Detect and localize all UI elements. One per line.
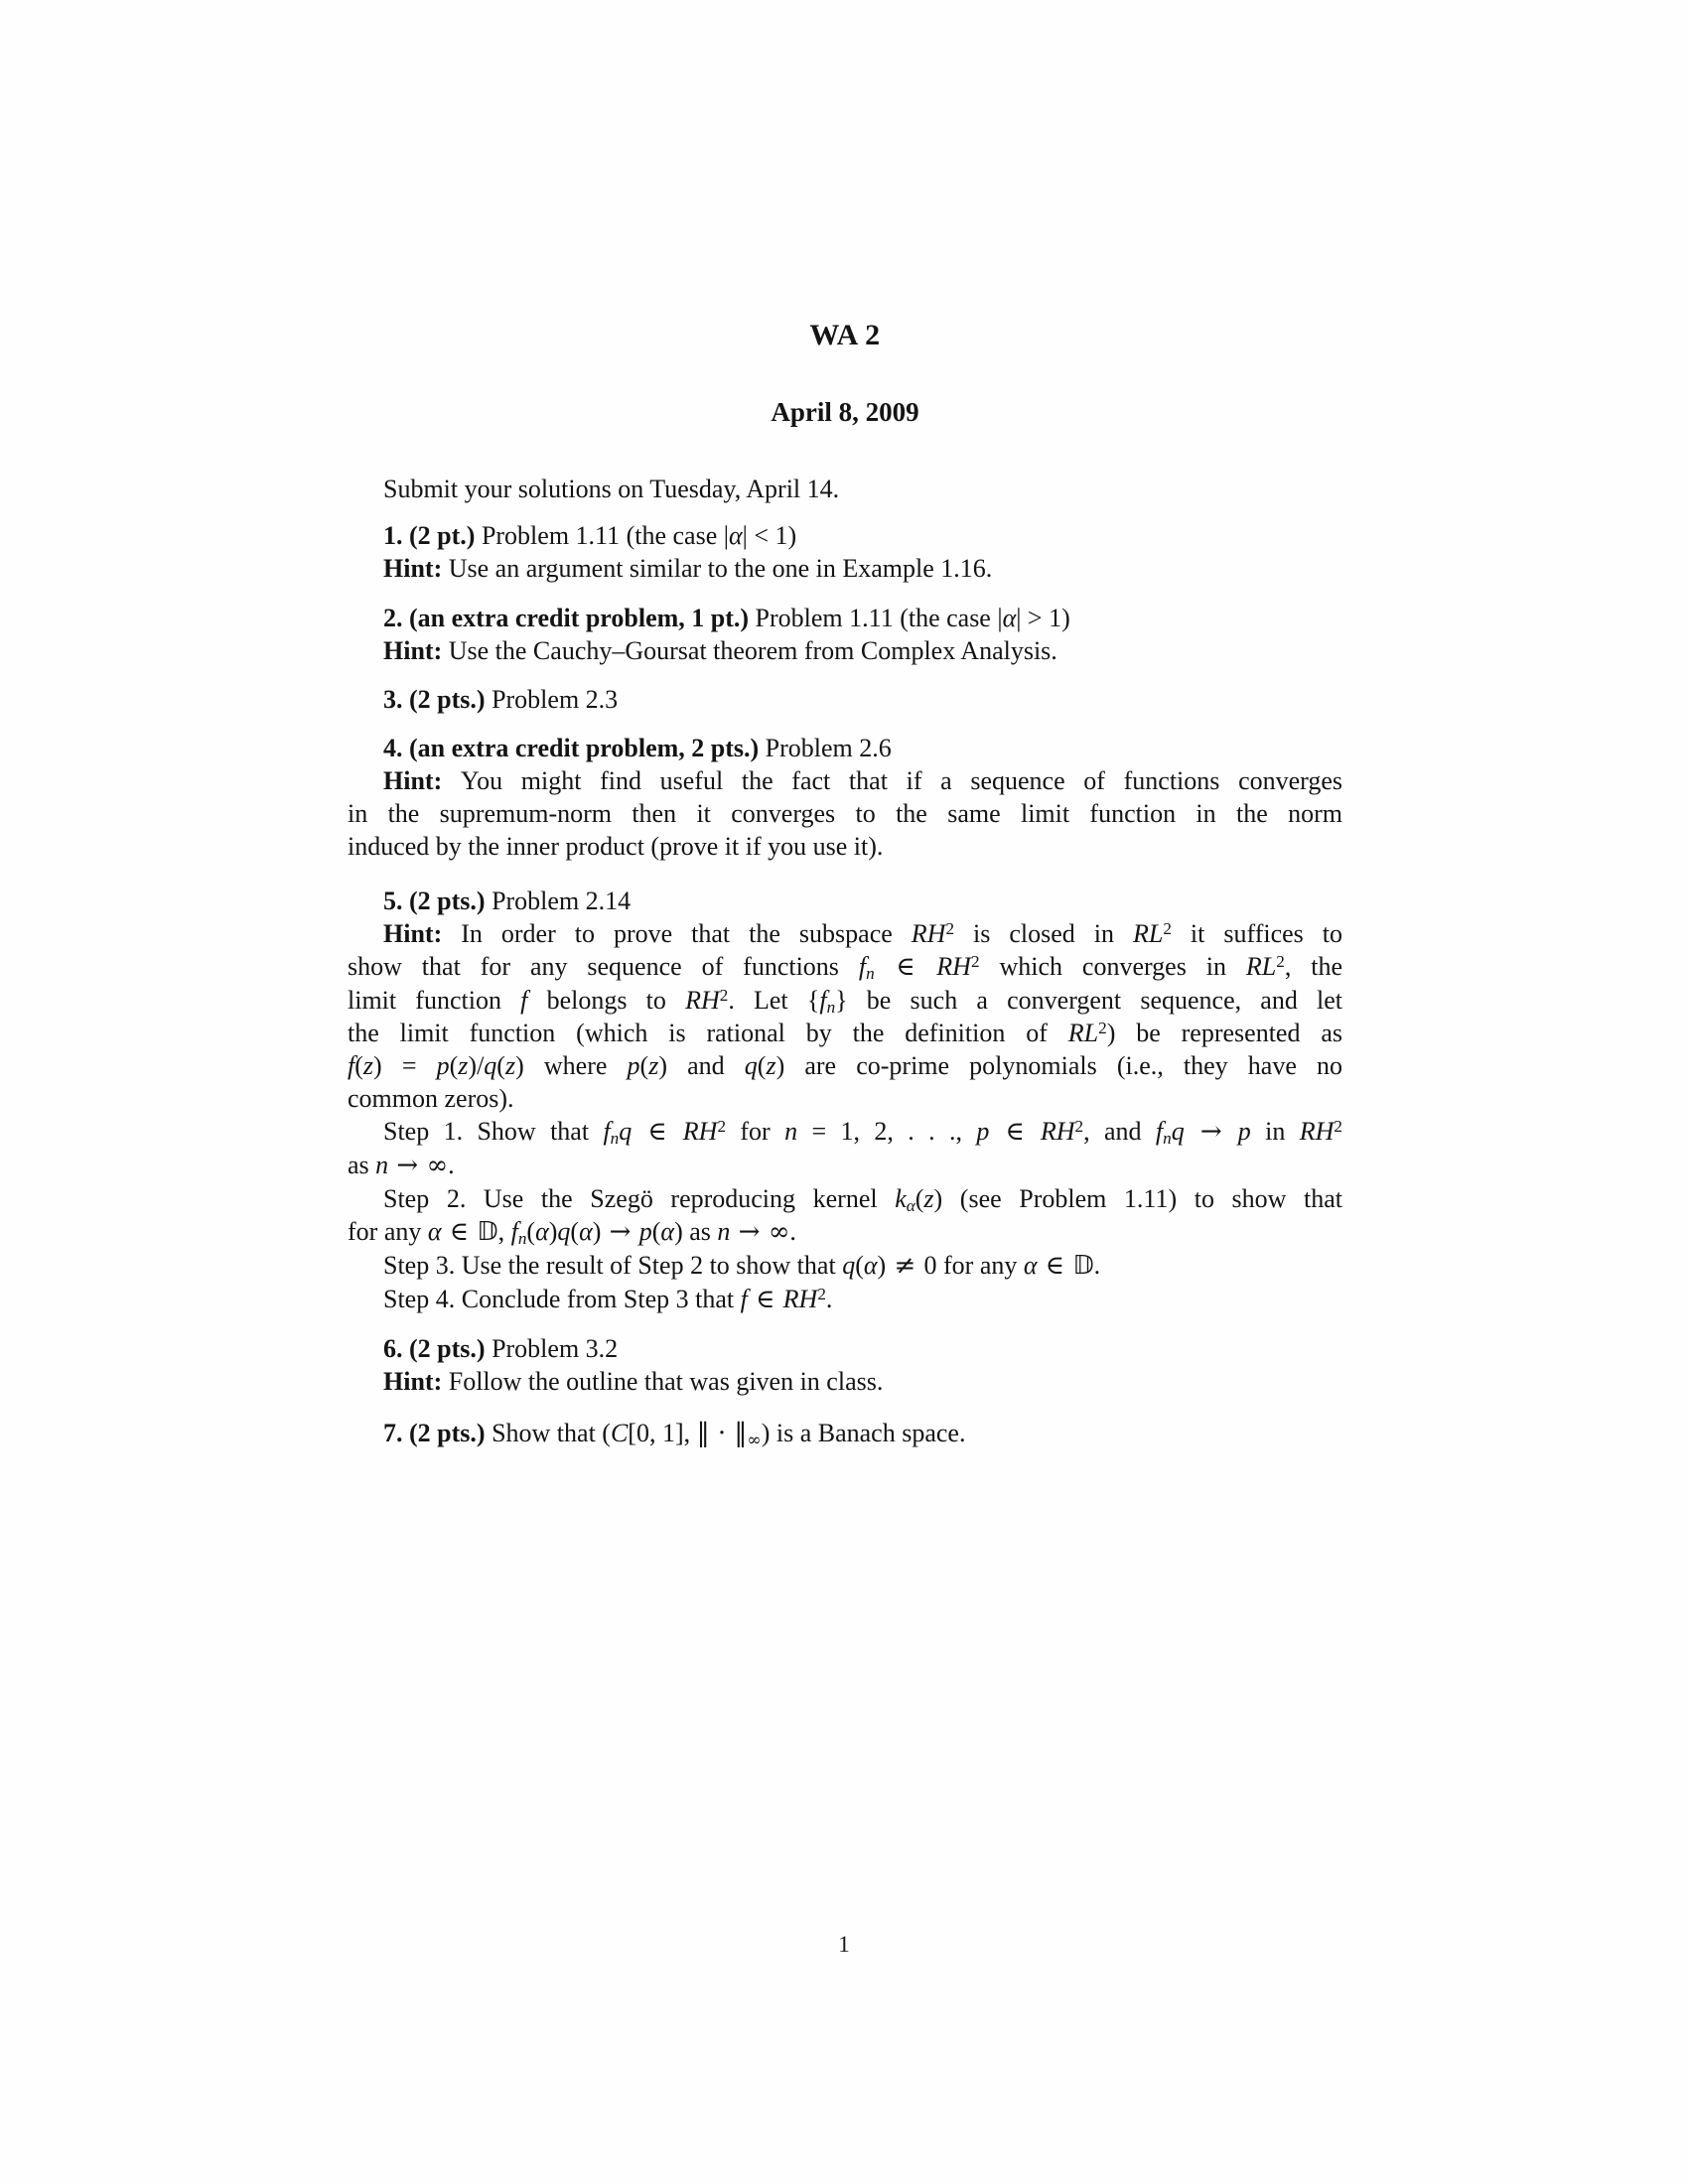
text-segment: ) as (674, 1217, 718, 1246)
text-segment: . (789, 1217, 796, 1246)
text-segment: α (535, 1217, 549, 1246)
text-segment: . Let { (728, 986, 820, 1015)
text-segment: 2 (1163, 919, 1172, 939)
text-segment: ) (877, 1251, 887, 1280)
text-segment: RL (1133, 919, 1164, 948)
text-segment: 2 (1334, 1117, 1342, 1137)
text-segment: for any (348, 1217, 428, 1246)
text-segment: p (638, 1217, 652, 1246)
text-segment: )/ (468, 1051, 485, 1080)
text-segment: ) are co-prime polynomials (i.e., they have no (775, 1051, 1342, 1080)
text-line (348, 1049, 1342, 1082)
problem-1 (348, 519, 1342, 585)
text-segment: ) be represented as (1106, 1019, 1342, 1047)
text-segment: z (766, 1051, 776, 1080)
text-segment: p (627, 1051, 640, 1080)
text-segment: RH (1040, 1117, 1075, 1146)
text-segment: [0, 1], (628, 1419, 697, 1447)
text-segment: Hint: (383, 766, 461, 795)
text-line (348, 764, 1342, 797)
text-segment: common zeros). (348, 1084, 514, 1113)
text-segment: 2 (1074, 1117, 1084, 1137)
text-line (348, 1365, 1342, 1398)
text-segment: ) (592, 1217, 602, 1246)
text-segment: 4. (an extra credit problem, 2 pts.) (383, 734, 766, 762)
text-segment: f (740, 1285, 748, 1313)
text-segment: 2 (719, 986, 729, 1006)
text-segment: 6. (2 pts.) (383, 1334, 492, 1363)
text-segment: Step 3. Use the result of Step 2 to show that (383, 1251, 843, 1280)
text-segment: ( (639, 1051, 649, 1080)
text-segment: , (497, 1217, 511, 1246)
text-segment: 2 (1098, 1019, 1107, 1038)
text-segment: . (448, 1151, 455, 1179)
text-segment: ) (548, 1217, 558, 1246)
text-segment: ∈ (874, 952, 937, 982)
text-segment: 7. (2 pts.) (383, 1419, 492, 1447)
text-segment: → ∞ (388, 1151, 449, 1180)
text-segment: 5. (2 pts.) (383, 887, 492, 915)
text-segment: n (517, 1228, 527, 1248)
text-segment: n (375, 1151, 389, 1179)
text-line (348, 797, 1342, 830)
text-segment: f (510, 1217, 518, 1246)
text-segment: Step 2. Use the Szegö reproducing kernel (383, 1184, 896, 1213)
text-line (348, 683, 1342, 716)
text-line (348, 1283, 1342, 1316)
text-line (348, 1182, 1342, 1215)
text-segment: the limit function (which is rational by the definition of (348, 1019, 1068, 1047)
text-segment: Step 4. Conclude from Step 3 that (383, 1285, 741, 1313)
text-segment: f (1155, 1117, 1164, 1146)
text-segment: Submit your solutions on Tuesday, April 14. (383, 475, 840, 503)
text-line (348, 1082, 1342, 1115)
text-segment: which converges in (979, 952, 1246, 981)
text-segment: ∈ (747, 1285, 783, 1314)
text-segment: ( (449, 1051, 459, 1080)
text-segment: ∈ (441, 1217, 478, 1247)
text-line (348, 885, 1342, 917)
text-segment: → (601, 1217, 639, 1247)
text-segment: | > 1) (1016, 604, 1070, 632)
text-segment: it suffices to (1171, 919, 1342, 948)
text-line (348, 732, 1342, 764)
text-segment: induced by the inner product (prove it if you use it). (348, 832, 884, 861)
text-segment: → (1184, 1117, 1238, 1147)
text-segment: f (348, 1051, 355, 1080)
text-segment: Use an argument similar to the one in Example 1.16. (448, 554, 993, 583)
text-segment: z (504, 1051, 516, 1080)
text-segment: | < 1) (742, 521, 797, 550)
problem-6 (348, 1332, 1342, 1398)
text-segment: ( (570, 1217, 580, 1246)
text-segment: . (1093, 1251, 1101, 1280)
text-segment: n (866, 963, 875, 983)
text-segment: ) and (658, 1051, 745, 1080)
text-segment: α (863, 1251, 878, 1280)
text-segment: Hint: (383, 554, 449, 583)
text-segment: 2 (945, 919, 955, 939)
text-segment: 2 (717, 1117, 727, 1137)
text-segment: n (1163, 1128, 1172, 1148)
text-segment: Problem 2.3 (492, 685, 619, 714)
text-segment: as (348, 1151, 376, 1179)
text-segment: for (726, 1117, 785, 1146)
text-segment: 𝔻 (477, 1217, 498, 1247)
text-segment: RH (1299, 1117, 1335, 1146)
text-segment: RH (911, 919, 946, 948)
text-segment: , and (1083, 1117, 1156, 1146)
text-segment: ( (526, 1217, 536, 1246)
text-segment: 2 (1276, 952, 1285, 972)
page-number: 1 (838, 1932, 850, 1957)
text-segment: ‖ · ‖ (696, 1419, 748, 1448)
text-segment: Problem 2.6 (765, 734, 892, 762)
text-line (348, 1332, 1342, 1365)
text-segment: ( (757, 1051, 767, 1080)
text-segment: ≠ (886, 1251, 924, 1281)
text-segment: α (1023, 1251, 1038, 1280)
text-segment: ( (354, 1051, 363, 1080)
text-segment: α (728, 521, 743, 550)
problem-3 (348, 683, 1342, 716)
text-segment: f (858, 952, 867, 981)
text-segment: ( (496, 1051, 505, 1080)
text-segment: q (1171, 1117, 1185, 1146)
text-line (348, 519, 1342, 552)
text-segment: ( (914, 1184, 924, 1213)
text-segment: RH (782, 1285, 818, 1313)
text-segment: α (1002, 604, 1017, 632)
text-line (348, 1149, 1342, 1182)
problem-4 (348, 732, 1342, 863)
text-segment: 2 (817, 1285, 826, 1304)
text-segment: z (923, 1184, 934, 1213)
text-segment: = 1, 2, . . ., (797, 1117, 977, 1146)
text-segment: belongs to (527, 986, 686, 1015)
text-segment: RH (936, 952, 971, 981)
text-segment: ) (see Problem 1.11) to show that (933, 1184, 1343, 1213)
text-segment: ∈ (1037, 1251, 1073, 1281)
text-segment: α (906, 1195, 915, 1215)
document-title: WA 2 (809, 319, 881, 351)
text-line (348, 552, 1342, 585)
text-segment: n (717, 1217, 731, 1246)
text-segment: is closed in (954, 919, 1134, 948)
text-segment: z (458, 1051, 469, 1080)
text-segment: Problem 1.11 (the case | (481, 521, 729, 550)
text-segment: q (484, 1051, 497, 1080)
text-segment: k (895, 1184, 907, 1213)
text-segment: 1. (2 pt.) (383, 521, 482, 550)
text-segment: Use the Cauchy–Goursat theorem from Complex Analysis. (448, 636, 1057, 665)
text-segment: 0 for any (923, 1251, 1024, 1280)
text-segment: α (660, 1217, 675, 1246)
problem-2 (348, 602, 1342, 667)
text-line (348, 1017, 1342, 1049)
text-segment: 3. (2 pts.) (383, 685, 492, 714)
text-segment: RH (685, 986, 720, 1015)
text-segment: Problem 2.14 (492, 887, 632, 915)
intro-paragraph (348, 473, 1342, 505)
text-segment: show that for any sequence of functions (348, 952, 859, 981)
text-segment: In order to prove that the subspace (461, 919, 912, 948)
text-line (348, 1215, 1342, 1249)
text-segment: q (619, 1117, 633, 1146)
text-line (348, 1417, 1342, 1450)
text-segment: 2 (970, 952, 980, 972)
document-body (348, 473, 1342, 1450)
text-segment: limit function (348, 986, 521, 1015)
text-segment: q (744, 1051, 758, 1080)
text-segment: ( (651, 1217, 661, 1246)
problem-5 (348, 885, 1342, 1316)
problem-7 (348, 1417, 1342, 1450)
text-line (348, 602, 1342, 634)
document-date: April 8, 2009 (771, 397, 919, 427)
text-segment: p (976, 1117, 990, 1146)
text-segment: in the supremum-norm then it converges to the same limit function in the norm (348, 799, 1342, 828)
text-segment: z (362, 1051, 374, 1080)
text-segment: 2. (an extra credit problem, 1 pt.) (383, 604, 756, 632)
text-segment: Show that ( (492, 1419, 611, 1447)
text-segment: q (842, 1251, 856, 1280)
text-line (348, 984, 1342, 1017)
text-line (348, 1249, 1342, 1283)
text-segment: α (579, 1217, 593, 1246)
text-segment: 𝔻 (1072, 1251, 1094, 1281)
text-segment: p (436, 1051, 450, 1080)
text-segment: You might find useful the fact that if a sequence of functions converges (460, 766, 1342, 795)
text-segment: α (427, 1217, 442, 1246)
text-segment: n (784, 1117, 798, 1146)
text-line (348, 1115, 1342, 1149)
text-segment: C (610, 1419, 629, 1447)
text-line (348, 950, 1342, 984)
text-segment: ( (855, 1251, 864, 1280)
text-segment: } be such a convergent sequence, and let (835, 986, 1343, 1015)
text-segment: n (610, 1128, 620, 1148)
text-line (348, 917, 1342, 950)
text-segment: ∈ (632, 1117, 683, 1147)
document-content (348, 318, 1342, 1450)
text-segment: f (520, 986, 528, 1015)
text-segment: → ∞ (730, 1217, 790, 1247)
text-segment: Step 1. Show that (383, 1117, 604, 1146)
text-line (348, 634, 1342, 667)
text-segment: ) where (515, 1051, 628, 1080)
text-segment: f (819, 986, 827, 1015)
text-segment: p (1237, 1117, 1251, 1146)
text-segment: q (557, 1217, 571, 1246)
text-segment: Problem 3.2 (492, 1334, 619, 1363)
text-segment: , the (1284, 952, 1342, 981)
text-segment: Hint: (383, 636, 449, 665)
text-segment: . (825, 1285, 833, 1313)
text-segment: Follow the outline that was given in class. (448, 1367, 884, 1396)
text-segment: ∞ (747, 1430, 762, 1450)
text-segment: n (826, 997, 836, 1017)
text-segment: Problem 1.11 (the case | (755, 604, 1003, 632)
text-segment: RH (682, 1117, 718, 1146)
text-segment: ) = (373, 1051, 437, 1080)
text-segment: ∈ (989, 1117, 1041, 1147)
text-segment: in (1250, 1117, 1300, 1146)
text-segment: RL (1245, 952, 1277, 981)
text-segment: Hint: (383, 919, 462, 948)
text-segment: RL (1067, 1019, 1099, 1047)
text-segment: z (648, 1051, 659, 1080)
text-line (348, 830, 1342, 863)
text-segment: f (603, 1117, 611, 1146)
text-segment: ) is a Banach space. (761, 1419, 966, 1447)
text-segment: Hint: (383, 1367, 449, 1396)
text-line (348, 473, 1342, 505)
